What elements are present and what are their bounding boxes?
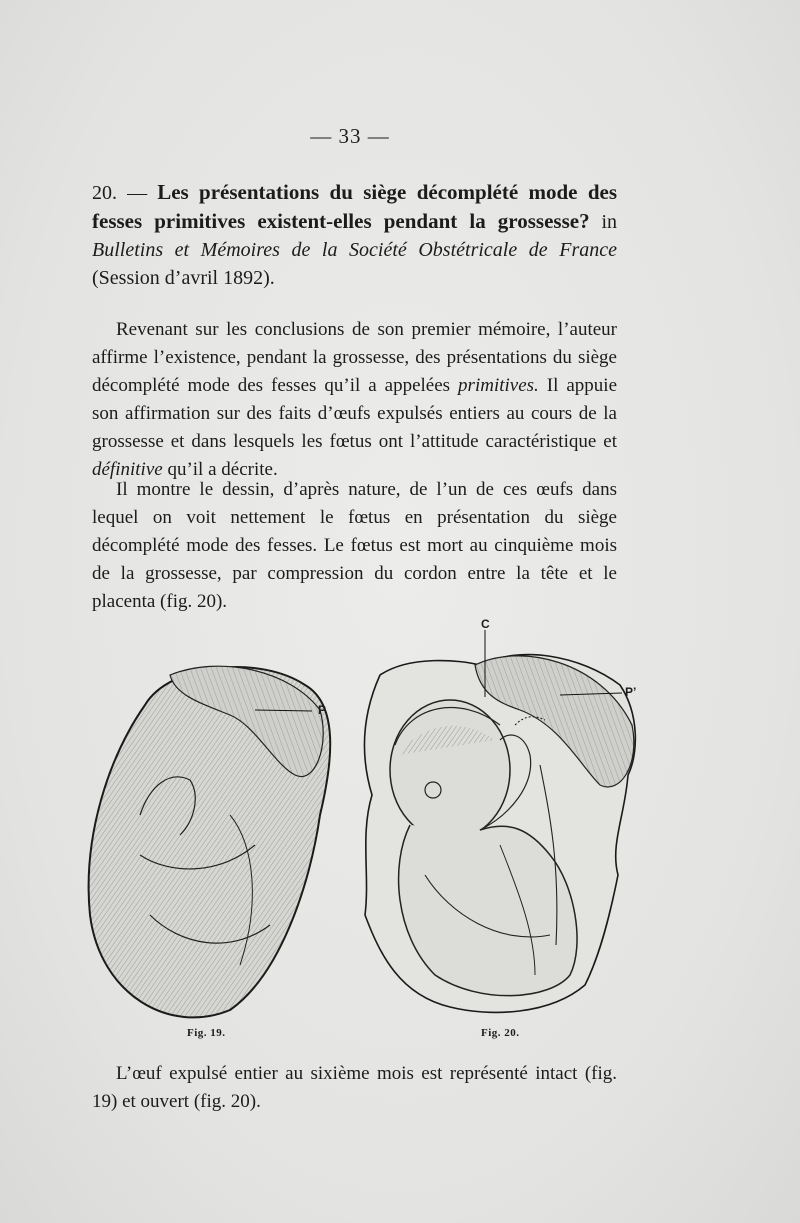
- entry-title: Les présentations du siège décomplété mode des fesses primitives existent-elles pendant la grossesse?: [92, 180, 618, 233]
- entry-journal: Bulletins et Mémoires de la Société Obstétricale de France: [92, 239, 617, 261]
- paragraph-2-text: Il montre le dessin, d’après nature, de l’un de ces œufs dans lequel on voit nettement le fœtus en présentation du siège décomplété mode des fesses. Le fœtus est mort au cinquième mois de la grossesse, par compression du cordon entre la tête et le placenta (fig. 20).: [92, 479, 617, 612]
- paragraph-3-text: L’œuf expulsé entier au sixième mois est représenté intact (fig. 19) et ouvert (fig. 20).: [92, 1063, 617, 1112]
- paragraph-1-part1: Revenant sur les conclusions de son premier mémoire, l’auteur affirme l’existence, pendant la grossesse, des présentations du siège décomplété mode des fesses qu’il a appelées: [92, 319, 617, 396]
- fig19-intact-egg-drawing: [89, 666, 331, 1017]
- bibliography-entry: [92, 178, 617, 292]
- paragraph-1-part2: Il appuie son affirmation sur des faits d’œufs expulsés entiers au cours de la grossesse et dans lesquels les fœtus ont l’attitude caractéristique et: [92, 375, 618, 452]
- paragraph-2: [92, 476, 617, 616]
- fig20-caption: Fig. 20.: [481, 1027, 520, 1039]
- label-p: P: [318, 703, 327, 717]
- label-c: C: [481, 617, 490, 631]
- paragraph-1-part3: qu’il a décrite.: [167, 459, 278, 480]
- paragraph-3: [92, 1060, 617, 1116]
- paragraph-1-italic-definitive: définitive: [92, 459, 163, 480]
- entry-in-prefix: in: [601, 211, 618, 233]
- paragraph-1: [92, 316, 617, 484]
- entry-session: (Session d’avril 1892).: [92, 267, 275, 289]
- page-number: — 33 —: [310, 124, 390, 148]
- fig20-opened-egg-drawing: [364, 630, 635, 1012]
- fig19-caption: Fig. 19.: [187, 1027, 226, 1039]
- entry-number: 20. —: [92, 182, 148, 204]
- figures-illustration: [80, 615, 660, 1055]
- fetus-engravings: [80, 615, 660, 1055]
- label-p-prime: P’: [625, 685, 637, 699]
- paragraph-1-italic-primitives: primitives.: [458, 375, 539, 396]
